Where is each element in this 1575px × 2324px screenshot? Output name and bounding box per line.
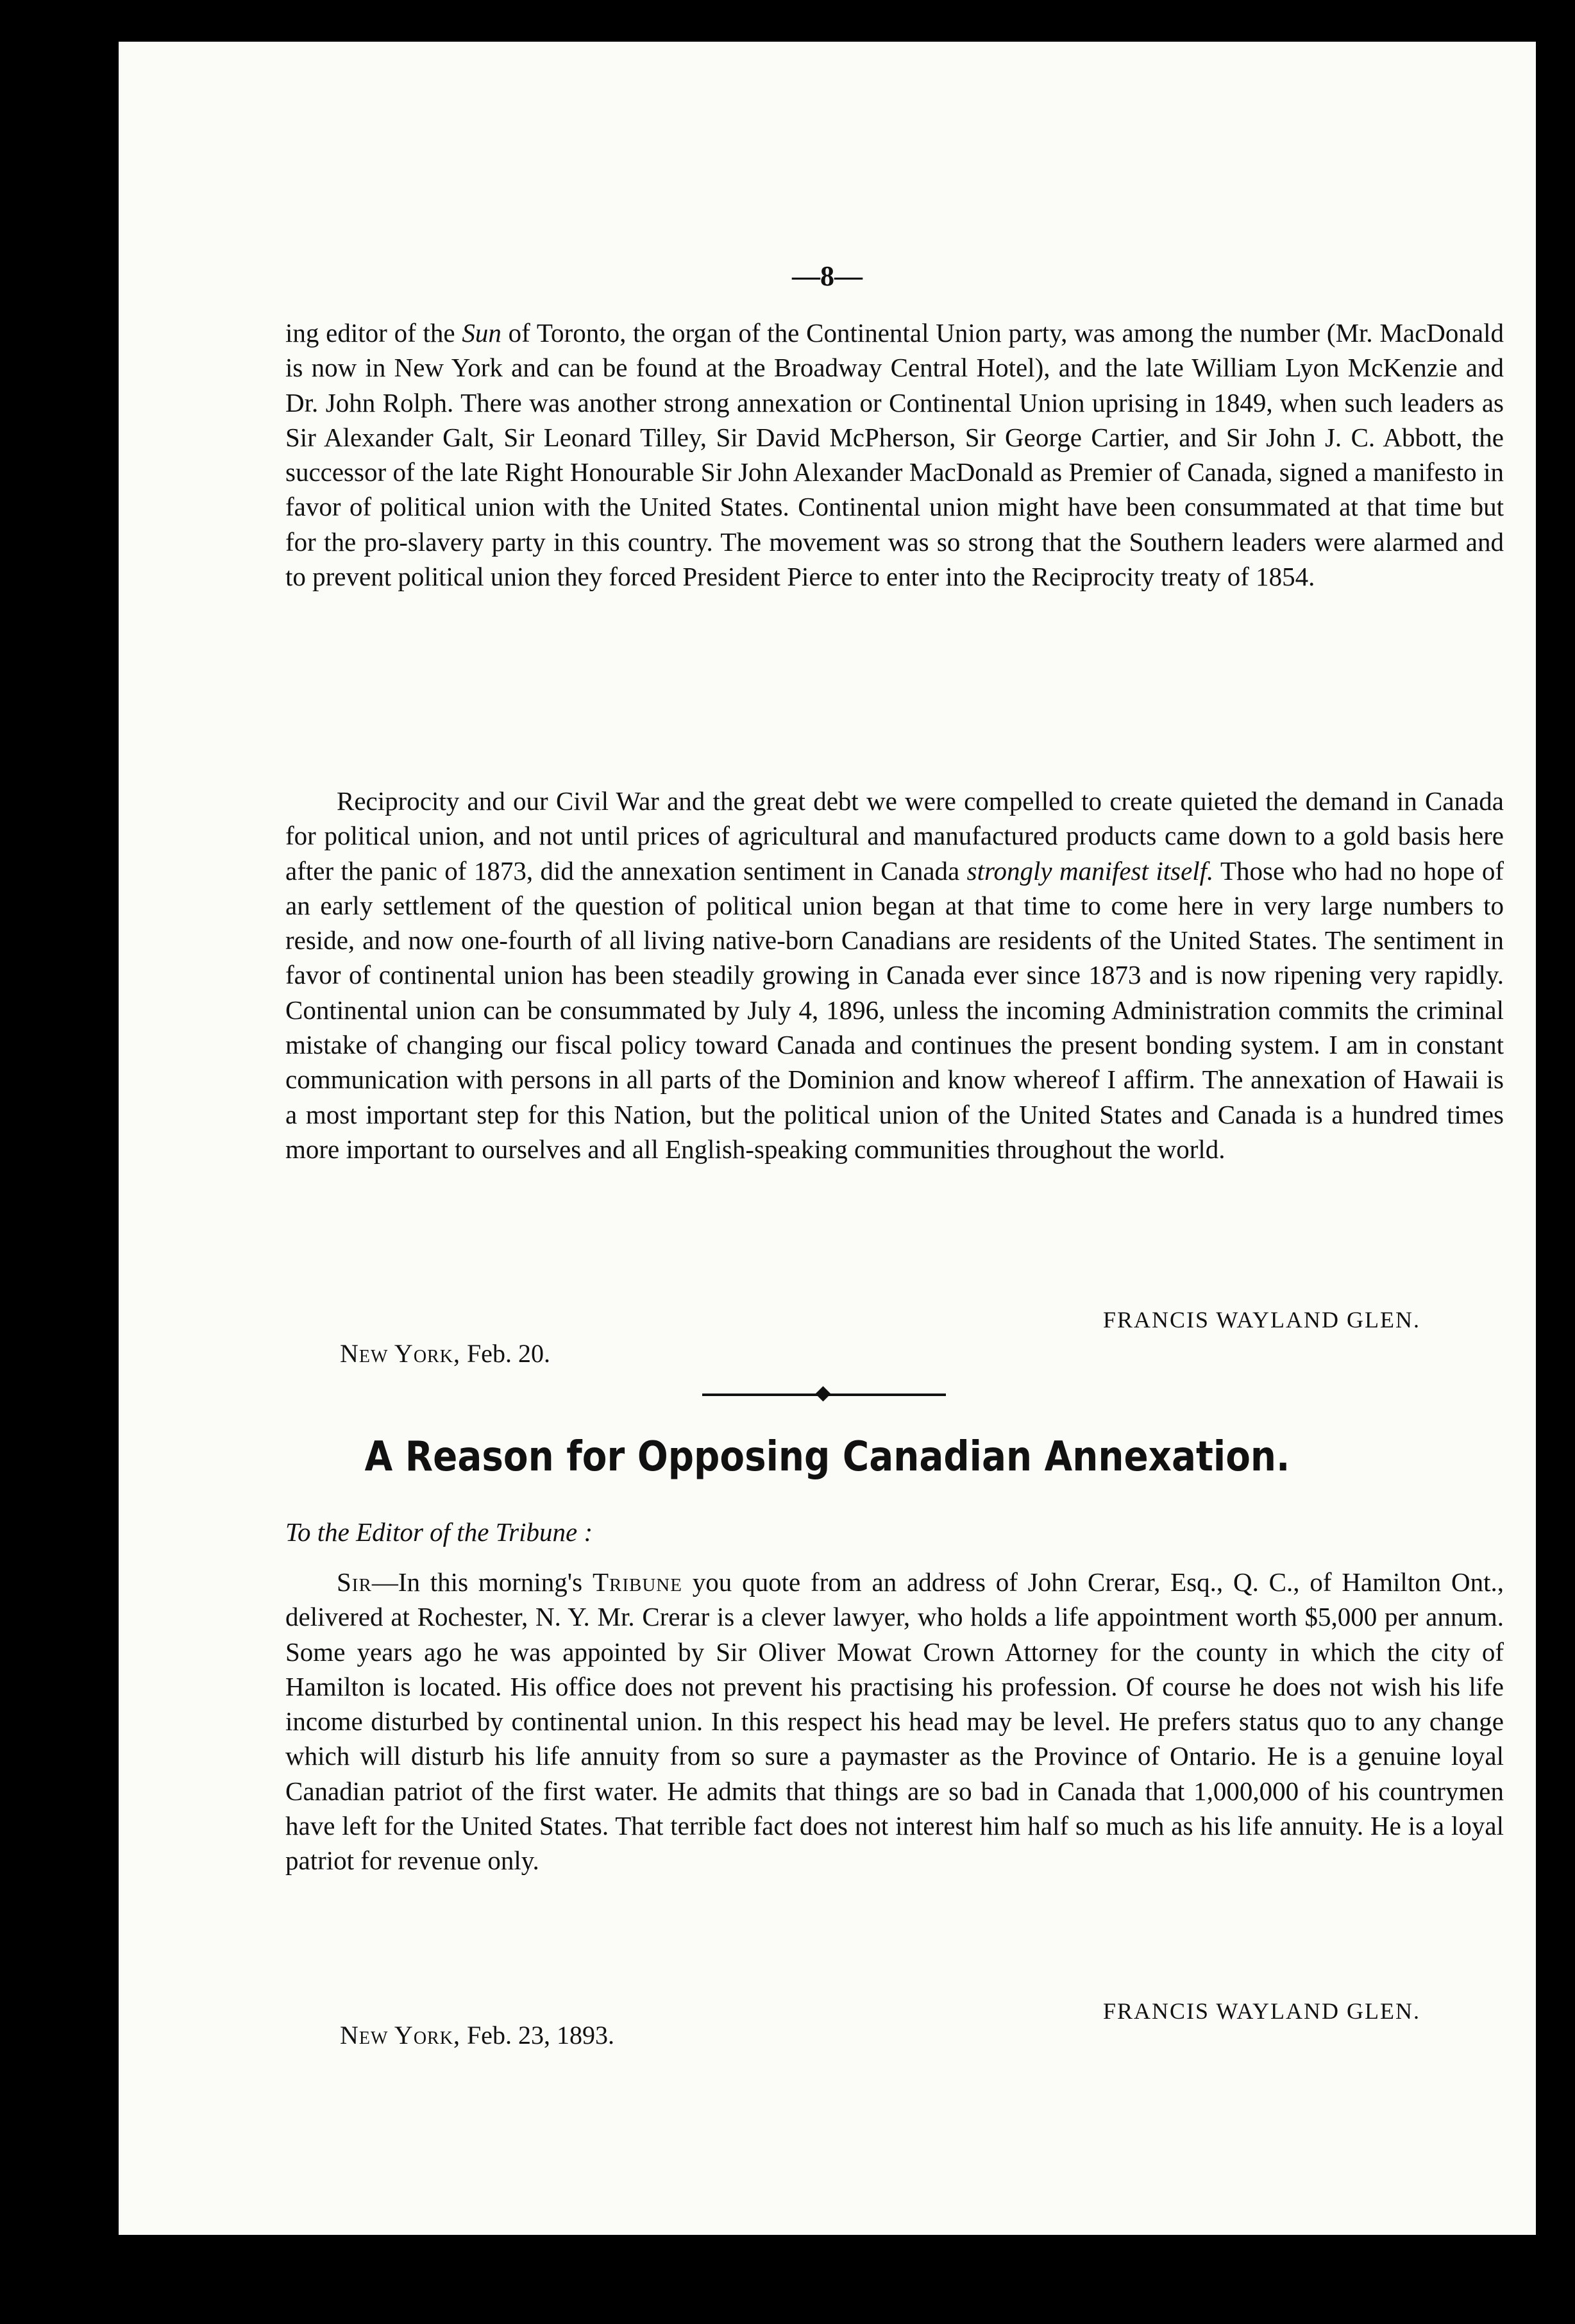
dateline-date: Feb. 20. — [460, 1339, 550, 1368]
newspaper-name: Sun — [462, 318, 501, 348]
dateline-place: New York, — [340, 1339, 460, 1368]
dateline-place: New York, — [340, 2021, 460, 2050]
text-segment: of Toronto, the organ of the Continental Union party, was among the number (Mr. MacDonald is now in New York and can be found at the Broadway Central Hotel), and the late William Lyon McKenzie and Dr. John Rolph. There was another strong annexation or Continental Union uprising in 1849, when such leaders as Sir Alexander Galt, Sir Leonard Tilley, Sir David McPherson, Sir George Cartier, and Sir John J. C. Abbott, the successor of the late Right Honourable Sir John Alexander MacDonald as Premier of Canada, signed a manifesto in favor of political union with the United States. Continental union might have been consummated at that time but for the pro-slavery party in this country. The movement was so strong that the Southern leaders were alarmed and to prevent political union they forced President Pierce to enter into the Reciprocity treaty of 1854. — [285, 318, 1504, 592]
letter-1-dateline — [340, 1338, 550, 1368]
text-segment: ing editor of the — [285, 318, 462, 348]
text-segment: Reciprocity and our Civil War and the great debt we were compelled to create quieted the demand in Canada for political union, and not until prices of agricultural and manufactured products came down to a gold basis here after the panic of 1873, did the annexation sentiment in Canada — [285, 786, 1504, 886]
letter-2-signature: FRANCIS WAYLAND GLEN. — [1102, 1998, 1420, 2024]
letter-1-paragraph-2 — [285, 784, 1504, 1166]
letter-2-dateline — [340, 2020, 614, 2050]
letter-1-paragraph-1 — [285, 316, 1504, 594]
text-segment: —In this morning's — [371, 1567, 593, 1597]
page-number: —8— — [792, 260, 863, 292]
letter-2-paragraph — [285, 1565, 1504, 1878]
text-segment: Those who had no hope of an early settlement of the question of political union began at that time to come here in very large numbers to reside, and now one-fourth of all living native-born Canadians are residents of the United States. The sentiment in favor of continental union has been steadily growing in Canada ever since 1873 and is now ripening very rapidly. Continental union can be consummated by July 4, 1896, unless the incoming Administration commits the criminal mistake of changing our fiscal policy toward Canada and continues the present bonding system. I am in constant communication with persons in all parts of the Dominion and know whereof I affirm. The annexation of Hawaii is a most important step for this Nation, but the political union of the United States and Canada is a hundred times more important to ourselves and all English-speaking communities throughout the world. — [285, 855, 1504, 1164]
newspaper-name: Tribune — [592, 1567, 682, 1597]
article-title: A Reason for Opposing Canadian Annexation. — [364, 1433, 1290, 1481]
emphasis-text: strongly manifest itself. — [966, 855, 1214, 886]
document-page — [119, 42, 1536, 2235]
divider-diamond-ornament — [815, 1386, 830, 1401]
salutation: To the Editor of the Tribune : — [285, 1517, 593, 1547]
dateline-date: Feb. 23, 1893. — [460, 2021, 614, 2050]
letter-1-signature: FRANCIS WAYLAND GLEN. — [1102, 1307, 1420, 1333]
text-segment: you quote from an address of John Crerar, Esq., Q. C., of Hamilton Ont., delivered at Rochester, N. Y. Mr. Crerar is a clever lawyer, who holds a life appointment worth $5,000 per annum. Some years ago he was appointed by Sir Oliver Mowat Crown Attorney for the county in which the city of Hamilton is located. His office does not prevent his practising his profession. Of course he does not wish his life income disturbed by continental union. In this respect his head may be level. He prefers status quo to any change which will disturb his life annuity from so sure a paymaster as the Province of Ontario. He is a genuine loyal Canadian patriot of the first water. He admits that things are so bad in Canada that 1,000,000 of his countrymen have left for the United States. That terrible fact does not interest him half so much as his life annuity. He is a loyal patriot for revenue only. — [285, 1567, 1504, 1876]
opening-word: Sir — [337, 1567, 372, 1597]
